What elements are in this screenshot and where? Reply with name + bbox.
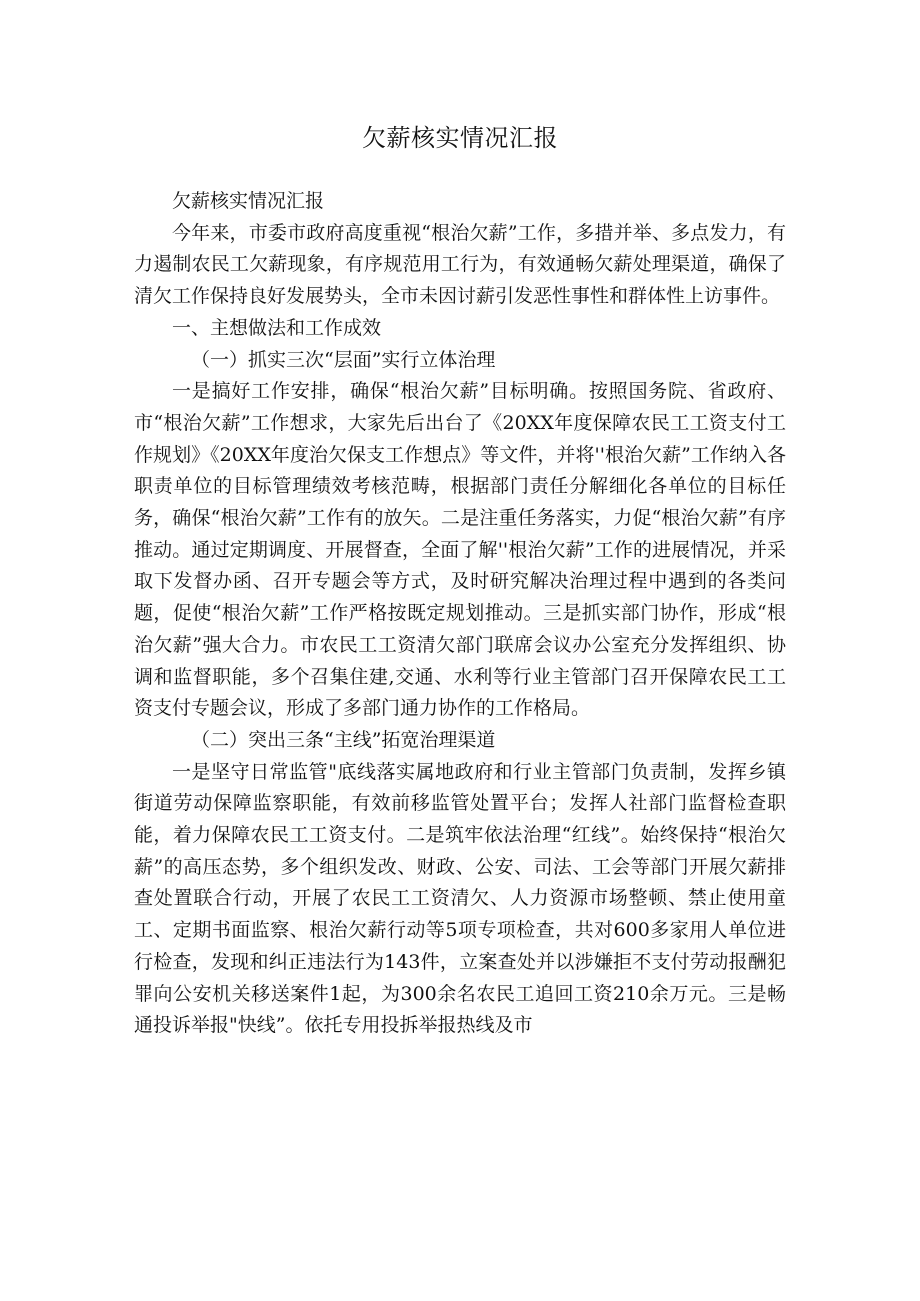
paragraph-heading-repeat: 欠薪核实情况汇报 xyxy=(172,190,325,212)
document-body xyxy=(134,186,786,1042)
section-heading-1: 一、主想做法和工作成效 xyxy=(172,316,382,339)
subsection-heading-2: （二）突出三条“主线”拓宽治理渠道 xyxy=(191,728,496,751)
document-title: 欠薪核实情况汇报 xyxy=(362,124,558,152)
paragraph-subsection-1: 一是搞好工作安排，确保“根治欠薪”目标明确。按照国务院、省政府、市“根治欠薪”工作想求，大家先后出台了《20XX年度保障农民工工资支付工作规划》《20XX年度治欠保支工作想点》等文件，并将''根治欠薪”工作纳入各职责单位的目标管理绩效考核范畴，根据部门责任分解细化各单位的目标任务，确保“根治欠薪”工作有的放矢。二是注重任务落实，力促“根治欠薪”有序推动。通过定期调度、开展督查，全面了解''根治欠薪”工作的进展情况，并采取下发督办函、召开专题会等方式，及时研究解决治理过程中遇到的各类问题，促使“根治欠薪”工作严格按既定规划推动。三是抓实部门协作，形成“根治欠薪”强大合力。市农民工工资清欠部门联席会议办公室充分发挥组织、协调和监督职能，多个召集住建,交通、水利等行业主管部门召开保障农民工工资支付专题会议，形成了多部门通力协作的工作格局。 xyxy=(134,380,786,720)
paragraph-subsection-2: 一是坚守日常监管"底线落实属地政府和行业主管部门负责制，发挥乡镇街道劳动保障监察职能，有效前移监管处置平台；发挥人社部门监督检查职能，着力保障农民工工资支付。二是筑牢依法治理“红线”。始终保持“根治欠薪”的高压态势，多个组织发改、财政、公安、司法、工会等部门开展欠薪排查处置联合行动，开展了农民工工资清欠、人力资源市场整顿、禁止使用童工、定期书面监察、根治欠薪行动等5项专项检查，共对600多家用人单位进行检查，发现和纠正违法行为143件，立案查处并以涉嫌拒不支付劳动报酬犯罪向公安机关移送案件1起，为300余名农民工追回工资210余万元。三是畅通投诉举报"快线”。依托专用投拆举报热线及市 xyxy=(134,760,786,1037)
paragraph-intro: 今年来，市委市政府高度重视“根治欠薪”工作，多措并举、多点发力，有力遏制农民工欠薪现象，有序规范用工行为，有效通畅欠薪处理渠道，确保了清欠工作保持良好发展势头，全市未因讨薪引发恶性事性和群体性上访事件。 xyxy=(134,221,786,308)
subsection-heading-1: （一）抓实三次“层面”实行立体治理 xyxy=(191,348,496,371)
